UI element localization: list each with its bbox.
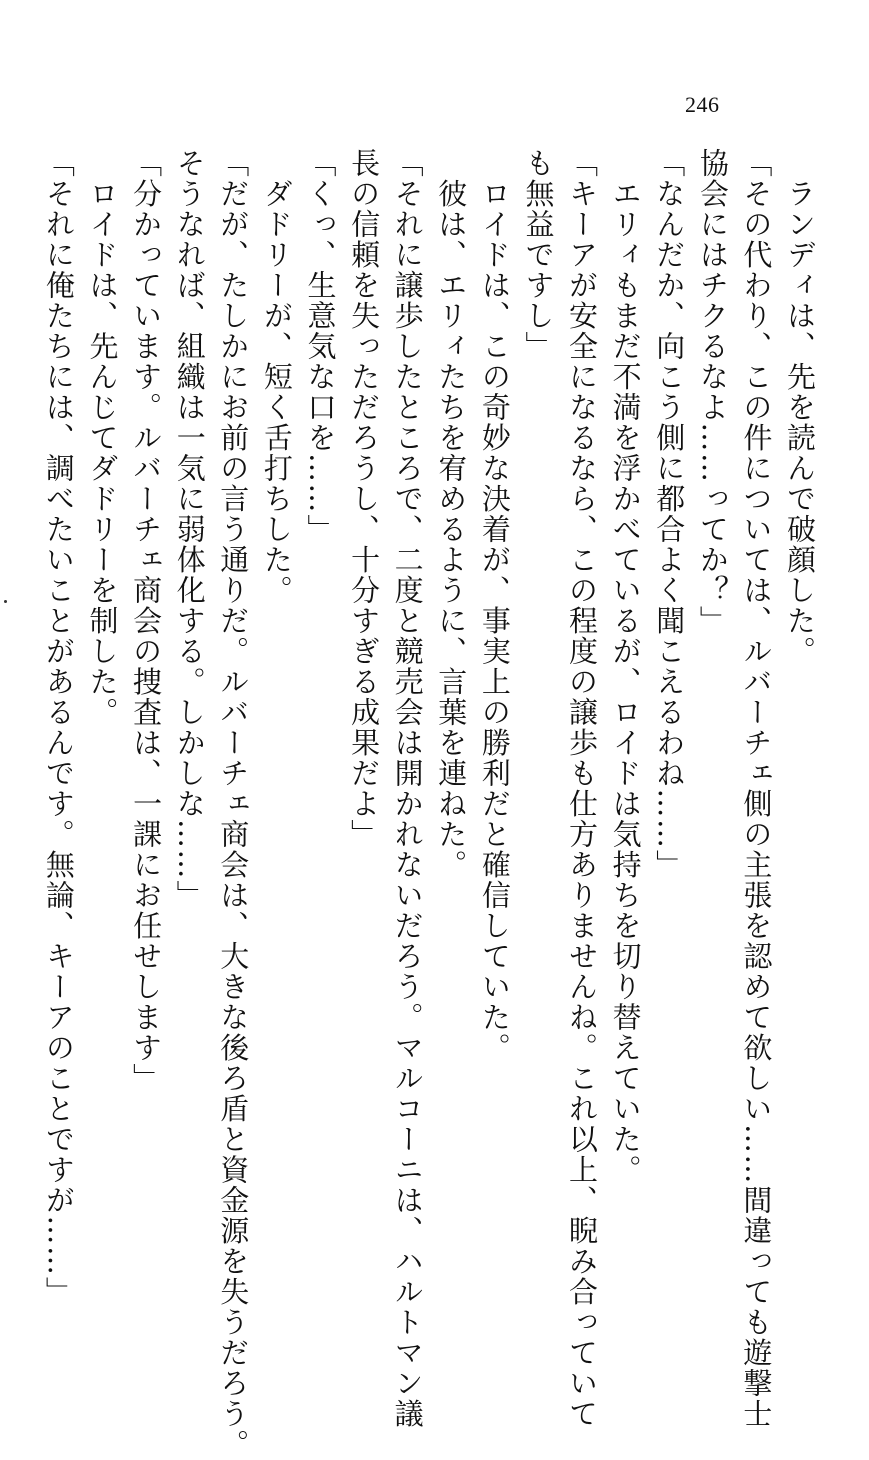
text-line: 「それに譲歩したところで、二度と競売会は開かれないだろう。マルコーニは、ハルトマン議 — [390, 148, 425, 1429]
text-line: 「キーアが安全になるなら、この程度の譲歩も仕方ありませんね。これ以上、睨み合っていて — [565, 148, 600, 1429]
text-line: 協会にはチクるなよ……ってか？」 — [695, 148, 730, 636]
text-line: 長の信頼を失っただろうし、十分すぎる成果だよ」 — [347, 148, 382, 850]
scan-speck — [4, 600, 7, 603]
text-line: 彼は、エリィたちを宥めるように、言葉を連ねた。 — [434, 148, 469, 880]
text-line: そうなれば、組織は一気に弱体化する。しかしな……」 — [172, 148, 207, 911]
text-line: ランディは、先を読んで破顔した。 — [783, 148, 817, 667]
page-number: 246 — [685, 92, 720, 117]
text-line: 「分かっています。ルバーチェ商会の捜査は、一課にお任せします」 — [129, 148, 164, 1094]
text-line: 「なんだか、向こう側に都合よく聞こえるわね……」 — [652, 148, 687, 880]
text-line: 「だが、たしかにお前の言う通りだ。ルバーチェ商会は、大きな後ろ盾と資金源を失うだろう。 — [216, 148, 251, 1460]
vertical-text-body — [36, 148, 821, 1460]
text-line: 「それに俺たちには、調べたいことがあるんです。無論、キーアのことですが……」 — [41, 148, 76, 1307]
text-line: 「くっ、生意気な口を……」 — [303, 148, 338, 545]
text-line: エリィもまだ不満を浮かべているが、ロイドは気持ちを切り替えていた。 — [608, 148, 643, 1185]
text-line: ダドリーが、短く舌打ちした。 — [259, 148, 294, 606]
text-line: 「その代わり、この件については、ルバーチェ側の主張を認めて欲しい……間違っても遊撃士 — [739, 148, 774, 1429]
text-line: ロイドは、先んじてダドリーを制した。 — [85, 148, 120, 728]
text-line: ロイドは、この奇妙な決着が、事実上の勝利だと確信していた。 — [477, 148, 512, 1063]
text-line: も無益ですし」 — [521, 148, 556, 362]
